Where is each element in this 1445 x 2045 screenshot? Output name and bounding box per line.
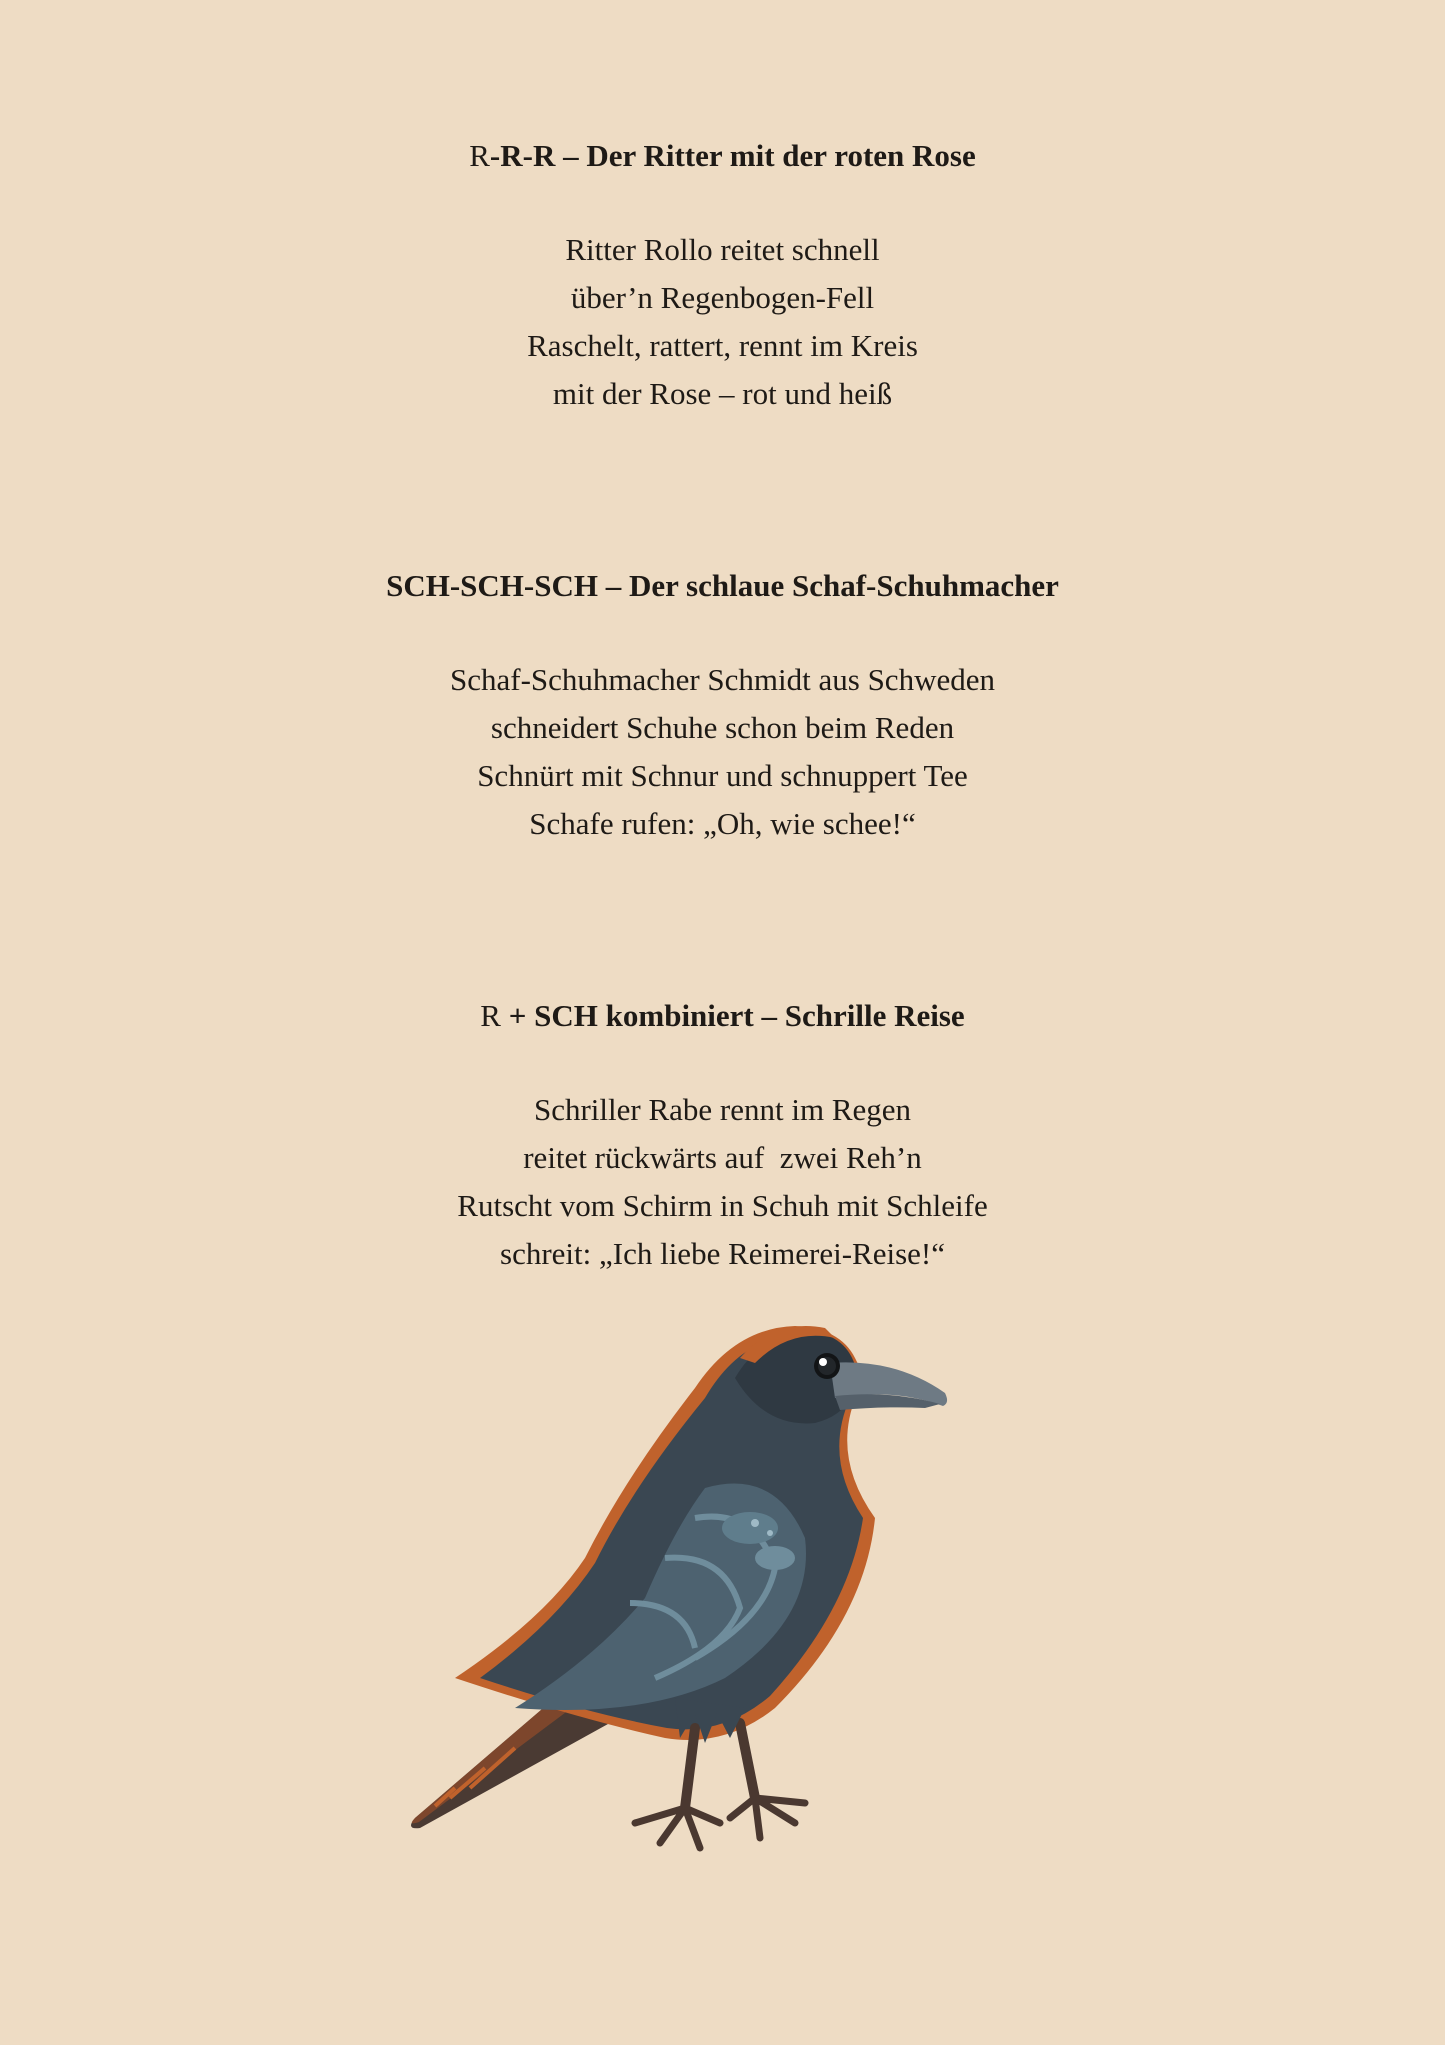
poem-verse xyxy=(0,1086,1445,1278)
verse-line: Schafe rufen: „Oh, wie schee!“ xyxy=(529,806,916,841)
verse-line: schneidert Schuhe schon beim Reden xyxy=(490,710,955,745)
verse-line: mit der Rose – rot und heiß xyxy=(552,376,893,411)
poem-title xyxy=(0,136,1445,176)
verse-line: Rutscht vom Schirm in Schuh mit Schleife xyxy=(457,1188,988,1223)
poem-verse xyxy=(0,226,1445,418)
poem-title xyxy=(0,996,1445,1036)
poem-title-main: SCH-SCH-SCH – Der schlaue Schaf-Schuhmacher xyxy=(386,568,1059,603)
verse-line: Schaf-Schuhmacher Schmidt aus Schweden xyxy=(450,662,995,697)
poem-title-main: -R-R – Der Ritter mit der roten Rose xyxy=(489,138,976,173)
poem-verse xyxy=(0,656,1445,848)
poem-title-main: + SCH kombiniert – Schrille Reise xyxy=(508,998,965,1033)
poem-r-sch xyxy=(0,996,1445,1278)
poem-r xyxy=(0,136,1445,418)
verse-line: Raschelt, rattert, rennt im Kreis xyxy=(527,328,918,363)
verse-line: schreit: „Ich liebe Reimerei-Reise!“ xyxy=(500,1236,945,1271)
poem-title-prefix: R xyxy=(469,138,490,173)
verse-line: Schriller Rabe rennt im Regen xyxy=(533,1092,912,1127)
verse-line: Ritter Rollo reitet schnell xyxy=(565,232,880,267)
poem-sch xyxy=(0,566,1445,848)
verse-line: reitet rückwärts auf zwei Reh’n xyxy=(523,1140,922,1175)
poem-title-prefix: R xyxy=(480,998,509,1033)
poem-title xyxy=(0,566,1445,606)
verse-line: über’n Regenbogen-Fell xyxy=(570,280,875,315)
verse-line: Schnürt mit Schnur und schnuppert Tee xyxy=(477,758,968,793)
raven-icon xyxy=(395,1318,985,1878)
